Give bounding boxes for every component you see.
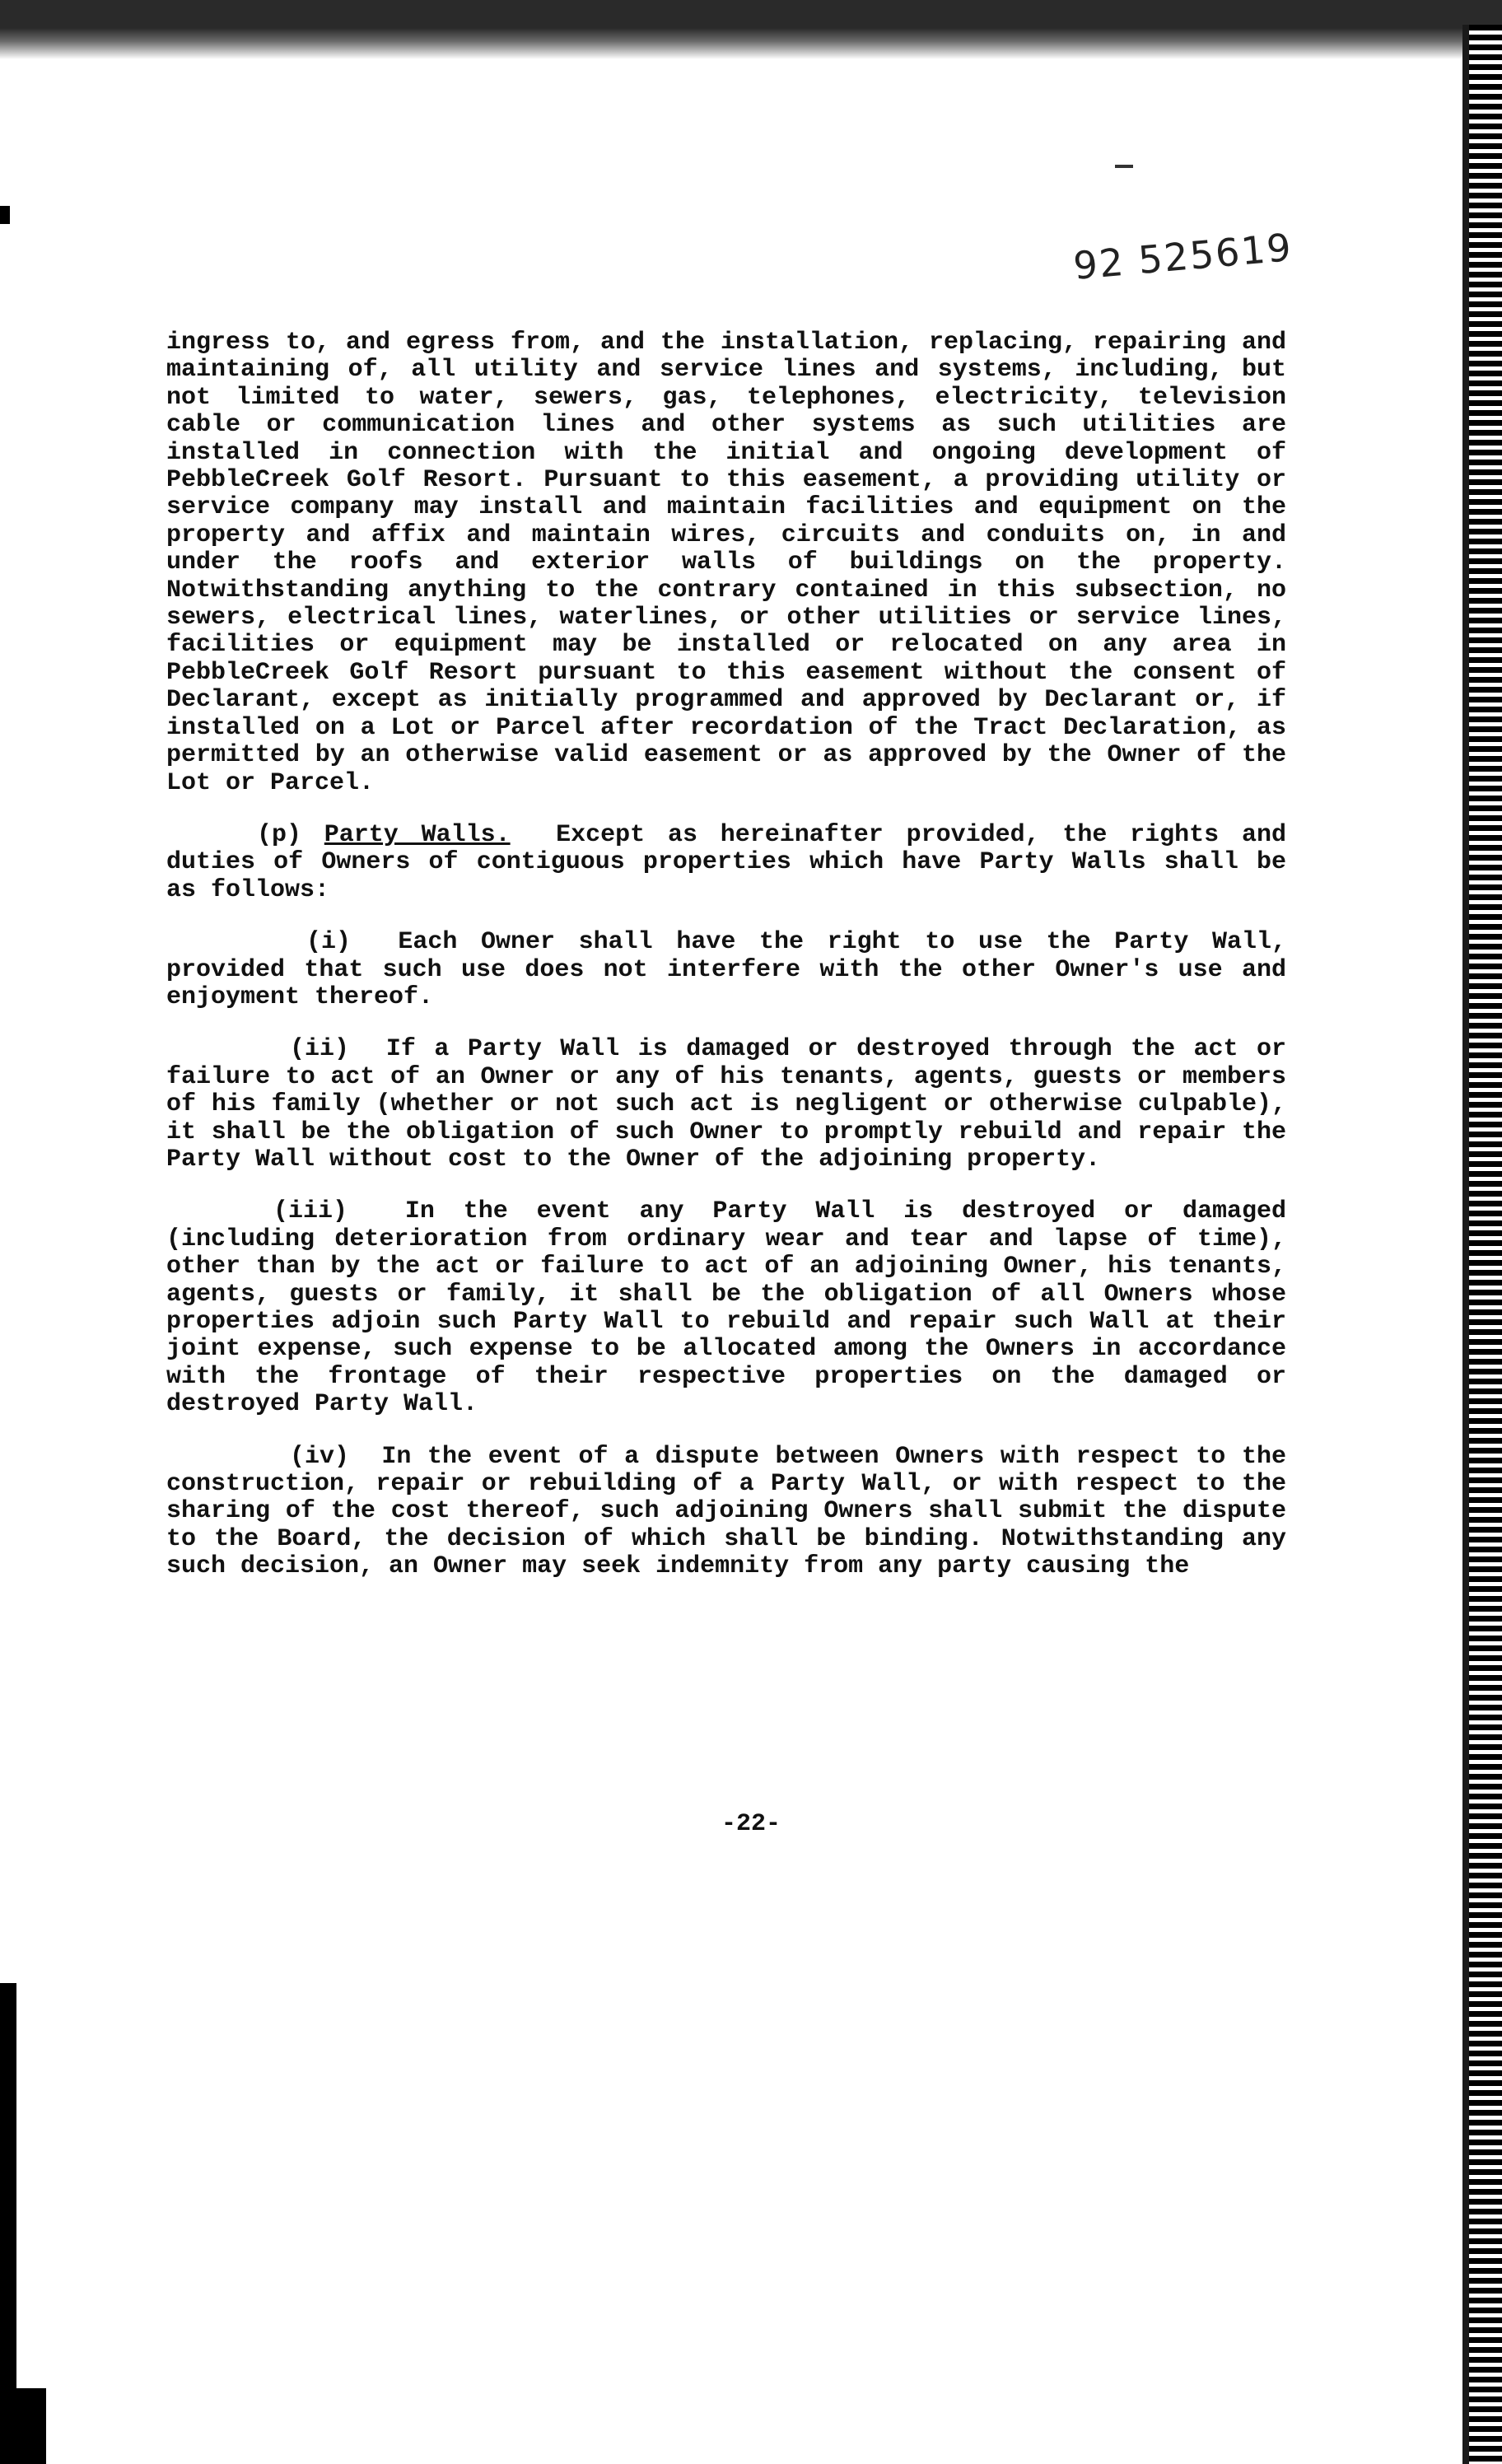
section-p-text: Except as hereinafter provided, the rights and duties of Owners of contiguous properties which have Party Walls shall be as follows: xyxy=(166,820,1286,904)
scan-bottom-left-corner xyxy=(16,2388,46,2464)
scan-right-border xyxy=(1462,25,1469,2464)
clause-i-paragraph xyxy=(166,929,1286,1011)
page-number: -22- xyxy=(721,1810,781,1838)
section-p-paragraph xyxy=(166,822,1286,904)
clause-i-marker: (i) xyxy=(306,928,352,957)
scan-left-edge xyxy=(0,1983,16,2464)
clause-iii-marker: (iii) xyxy=(273,1197,348,1226)
document-body xyxy=(166,329,1286,1581)
clause-iv-marker: (iv) xyxy=(290,1442,350,1471)
section-p-heading: Party Walls. xyxy=(324,820,511,849)
scan-dash-mark xyxy=(1115,165,1133,168)
clause-iii-paragraph xyxy=(166,1198,1286,1418)
clause-ii-text: If a Party Wall is damaged or destroyed through the act or failure to act of an Owner or any of his tenants, agents, guests or members of his family (whether or not such act is negligent or otherwise culpable), it shall be the obligation of such Owner to promptly rebuild and repair the Party Wall without cost to the Owner of the adjoining property. xyxy=(166,1035,1286,1174)
section-p-marker: (p) xyxy=(257,820,302,849)
scan-top-edge xyxy=(0,0,1502,59)
clause-iii-text: In the event any Party Wall is destroyed or damaged (including deterioration from ordinary wear and tear and lapse of time), other than by the act or failure to act of an adjoining Owner, his tenants, agents, guests or family, it shall be the obligation of all Owners whose properties adjoin such Party Wall to rebuild and repair such Wall at their joint expense, such expense to be allocated among the Owners in accordance with the frontage of their respective properties on the damaged or destroyed Party Wall. xyxy=(166,1197,1286,1419)
scan-right-perforation xyxy=(1469,25,1502,2464)
continuation-paragraph: ingress to, and egress from, and the installation, replacing, repairing and maintaining of, all utility and service lines and systems, including, but not limited to water, sewers, gas, telephones, electricity, television cable or communication lines and other systems as such utilities are installed in connection with the initial and ongoing development of PebbleCreek Golf Resort. Pursuant to this easement, a providing utility or service company may install and maintain facilities and equipment on the property and affix and maintain wires, circuits and conduits on, in and under the roofs and exterior walls of buildings on the property. Notwithstanding anything to the contrary contained in this subsection, no sewers, electrical lines, waterlines, or other utilities or service lines, facilities or equipment may be installed or relocated on any area in PebbleCreek Golf Resort pursuant to this easement without the consent of Declarant, except as initially programmed and approved by Declarant or, if installed on a Lot or Parcel after recordation of the Tract Declaration, as permitted by an otherwise valid easement or as approved by the Owner of the Lot or Parcel. xyxy=(166,329,1286,797)
clause-iv-text: In the event of a dispute between Owners with respect to the construction, repair or rebuilding of a Party Wall, or with respect to the sharing of the cost thereof, such adjoining Owners shall submit the dispute to the Board, the decision of which shall be binding. Notwithstanding any such decision, an Owner may seek indemnity from any party causing the xyxy=(166,1442,1286,1581)
clause-ii-marker: (ii) xyxy=(290,1035,350,1064)
clause-ii-paragraph xyxy=(166,1036,1286,1174)
clause-i-text: Each Owner shall have the right to use the Party Wall, provided that such use does not interfere with the other Owner's use and enjoyment thereof. xyxy=(166,928,1286,1011)
recording-number: 92 525619 xyxy=(1071,224,1294,288)
clause-iv-paragraph xyxy=(166,1444,1286,1581)
scan-left-mark xyxy=(0,206,10,224)
